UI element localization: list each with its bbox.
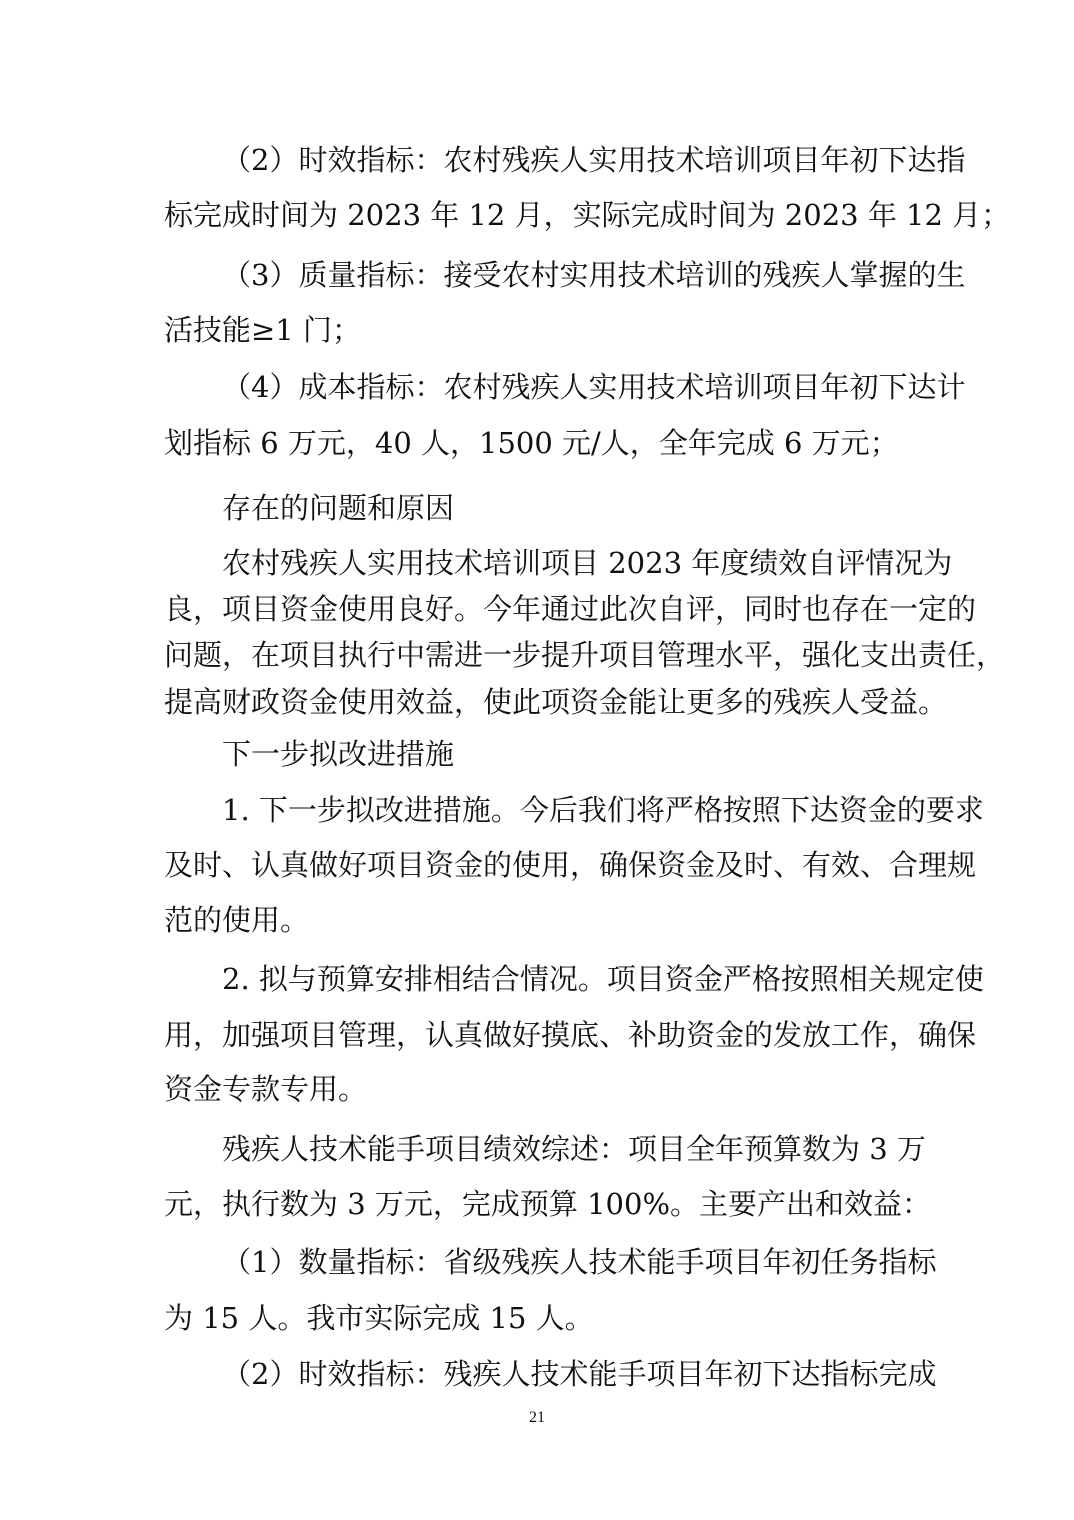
paragraph-line [222, 1131, 926, 1167]
paragraph-line: 划指标 6 万元，40 人，1500 元/人，全年完成 6 万元； [164, 426, 899, 460]
paragraph-line: 元，执行数为 3 万元，完成预算 100%。主要产出和效益： [164, 1187, 932, 1221]
paragraph-line: 为 15 人。我市实际完成 15 人。 [164, 1301, 594, 1335]
paragraph-line: 农村残疾人实用技术培训项目 2023 年度绩效自评情况为 [222, 546, 953, 580]
paragraph-line: 良，项目资金使用良好。今年通过此次自评，同时也存在一定的 [164, 592, 977, 626]
paragraph-line: 及时、认真做好项目资金的使用，确保资金及时、有效、合理规 [164, 848, 977, 882]
paragraph-line: 用，加强项目管理，认真做好摸底、补助资金的发放工作，确保 [164, 1018, 977, 1052]
paragraph-line: 活技能≥1 门； [164, 313, 361, 347]
paragraph-line: 2. 拟与预算安排相结合情况。项目资金严格按照相关规定使 [222, 962, 984, 996]
section-heading: 下一步拟改进措施 [222, 737, 455, 771]
paragraph-line: 问题，在项目执行中需进一步提升项目管理水平，强化支出责任， [164, 638, 1006, 672]
paragraph-line: （4）成本指标：农村残疾人实用技术培训项目年初下达计 [222, 370, 966, 404]
paragraph-line: 1. 下一步拟改进措施。今后我们将严格按照下达资金的要求 [222, 793, 984, 827]
section-heading: 存在的问题和原因 [222, 491, 455, 525]
paragraph-line: 提高财政资金使用效益，使此项资金能让更多的残疾人受益。 [164, 685, 948, 719]
paragraph-line: 标完成时间为 2023 年 12 月，实际完成时间为 2023 年 12 月； [164, 198, 1011, 232]
paragraph-line: （1）数量指标：省级残疾人技术能手项目年初任务指标 [222, 1245, 937, 1279]
section-lead: 残疾人技术能手项目绩效综述： [222, 1132, 629, 1166]
paragraph-line: （2）时效指标：农村残疾人实用技术培训项目年初下达指 [222, 143, 966, 177]
paragraph-line: （2）时效指标：残疾人技术能手项目年初下达指标完成 [222, 1357, 937, 1391]
paragraph-text: 项目全年预算数为 3 万 [628, 1132, 926, 1166]
paragraph-line: 资金专款专用。 [164, 1072, 368, 1106]
paragraph-line: （3）质量指标：接受农村实用技术培训的残疾人掌握的生 [222, 258, 966, 292]
paragraph-line: 范的使用。 [164, 903, 310, 937]
page-number: 21 [529, 1409, 545, 1426]
